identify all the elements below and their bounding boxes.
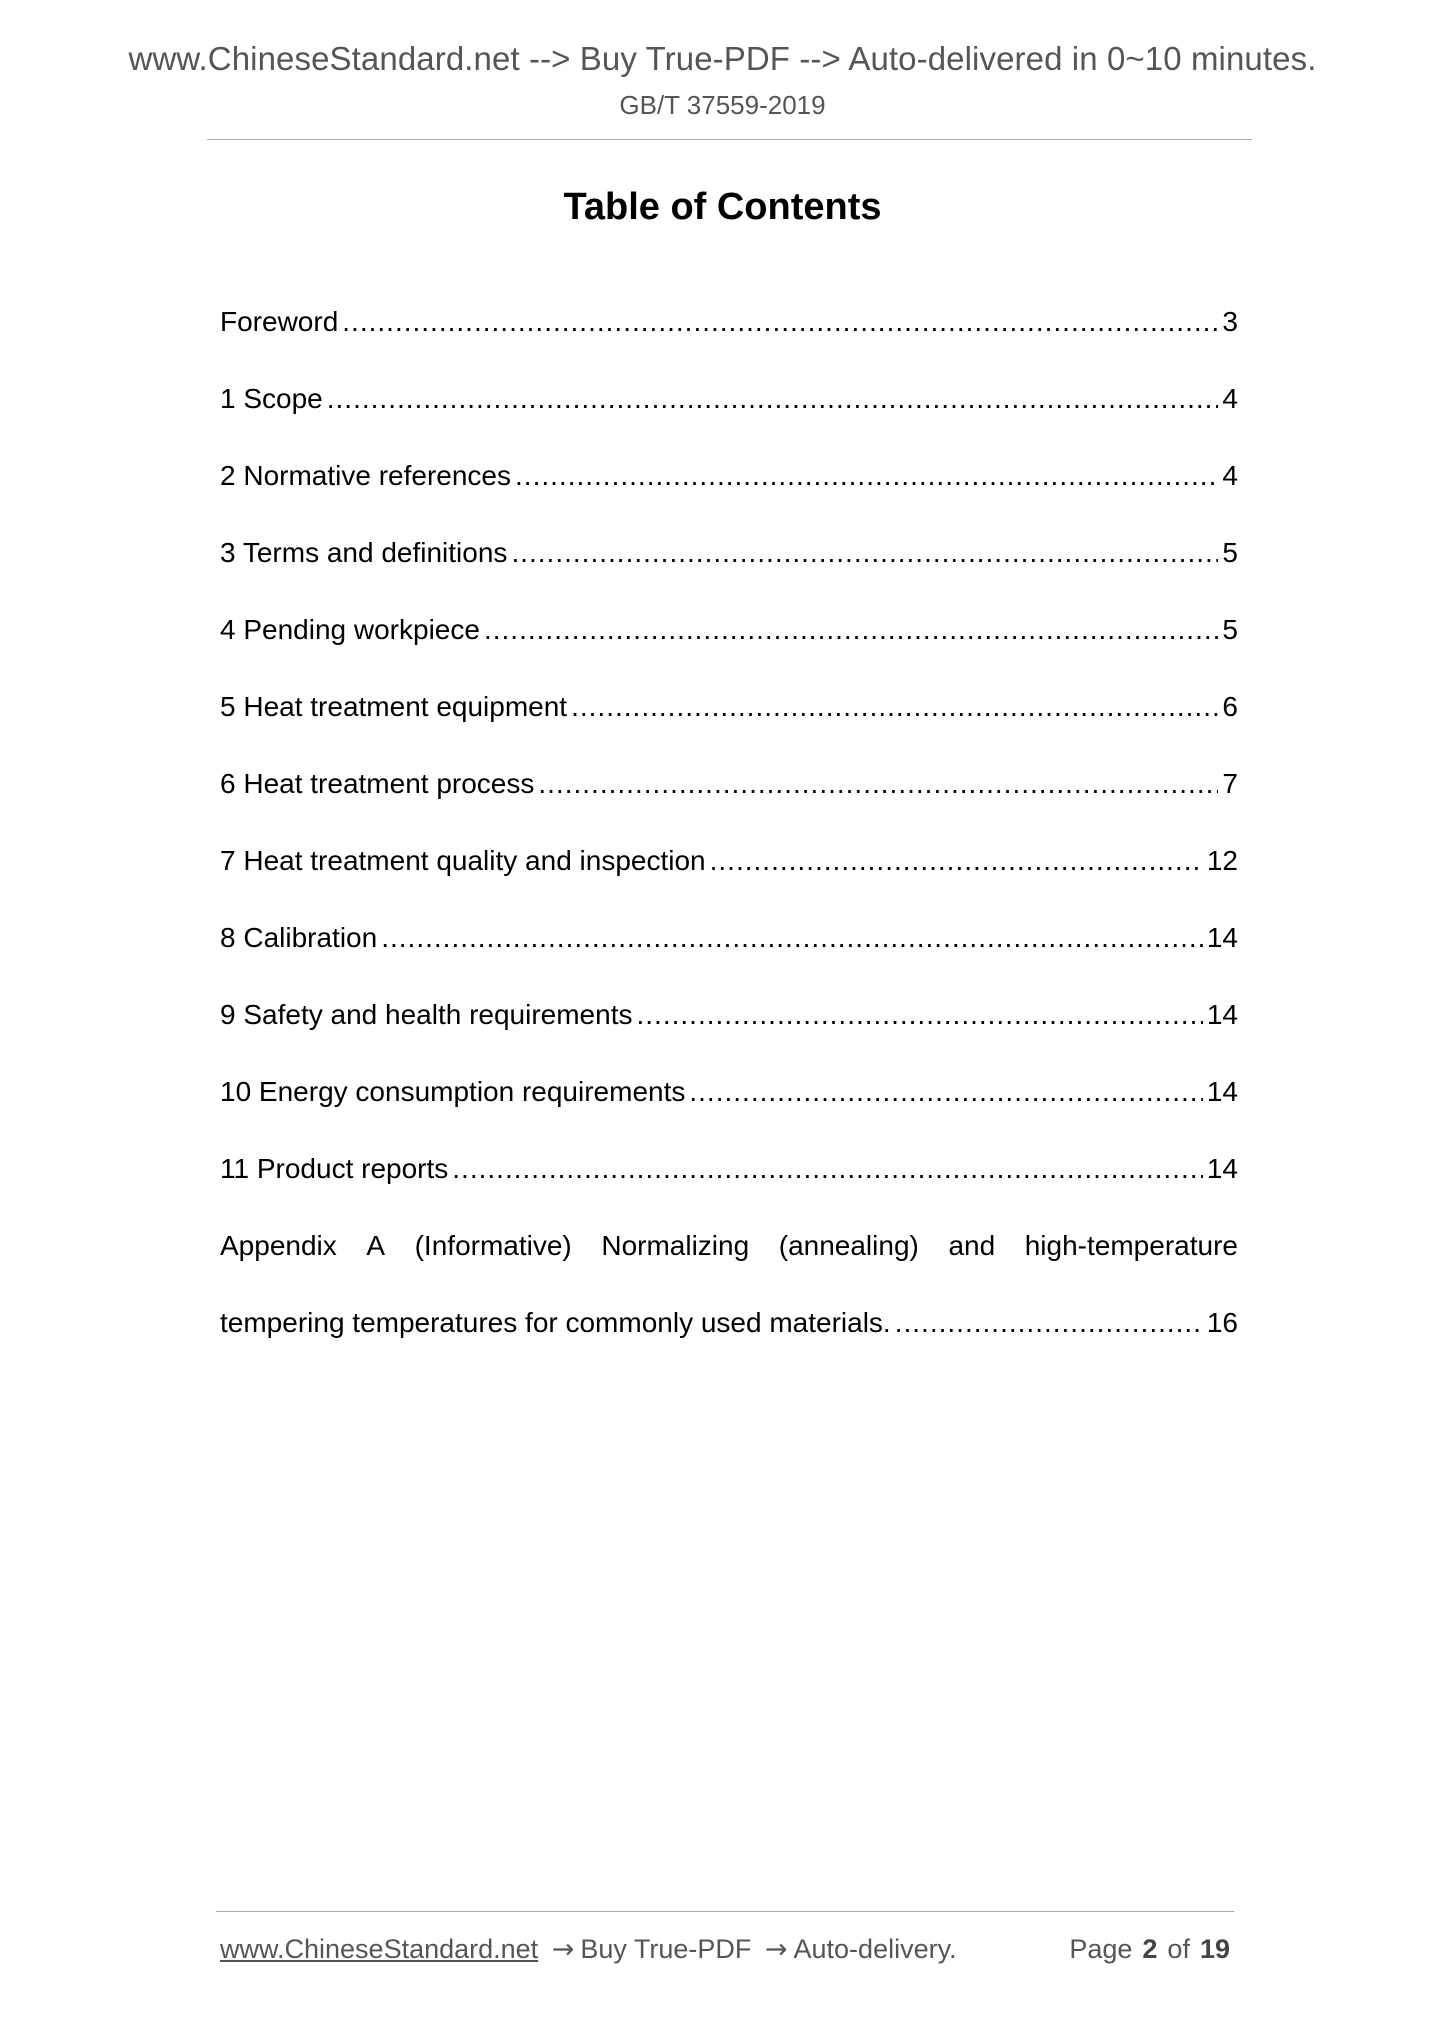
- dot-leader: [571, 688, 1218, 726]
- toc-entry-label: 6 Heat treatment process: [220, 768, 535, 799]
- toc-entry-page: 14: [1206, 922, 1238, 953]
- toc-entry-page: 14: [1206, 1153, 1238, 1184]
- toc-entry-calibration[interactable]: [220, 919, 1238, 996]
- toc-entry-page: 7: [1222, 768, 1238, 799]
- dot-leader: [484, 611, 1218, 649]
- footer-divider: [216, 1911, 1234, 1912]
- toc-entry-terms-definitions[interactable]: [220, 534, 1238, 611]
- dot-leader: [515, 457, 1218, 495]
- toc-entry-page: 3: [1222, 306, 1238, 337]
- toc-appendix-line-1[interactable]: [220, 1227, 1238, 1304]
- toc-entry-foreword[interactable]: [220, 303, 1238, 380]
- appendix-word: and: [948, 1230, 996, 1261]
- toc-entry-quality-inspection[interactable]: [220, 842, 1238, 919]
- toc-entry-label: 7 Heat treatment quality and inspection: [220, 845, 706, 876]
- appendix-word: A: [366, 1230, 386, 1261]
- toc-entry-page: 14: [1206, 999, 1238, 1030]
- dot-leader: [689, 1073, 1202, 1111]
- toc-appendix-line-2[interactable]: [220, 1304, 1238, 1381]
- dot-leader: [538, 765, 1218, 803]
- toc-entry-page: 5: [1222, 537, 1238, 568]
- appendix-word: (Informative): [414, 1230, 572, 1261]
- toc-entry-label: 9 Safety and health requirements: [220, 999, 633, 1030]
- toc-entry-scope[interactable]: [220, 380, 1238, 457]
- toc-entry-label: 5 Heat treatment equipment: [220, 691, 568, 722]
- header-divider: [207, 139, 1252, 140]
- toc-entry-label: 1 Scope: [220, 383, 323, 414]
- page-footer: [220, 1934, 1230, 1965]
- page-word: Page: [1069, 1934, 1133, 1964]
- toc-entry-page: 5: [1222, 614, 1238, 645]
- of-word: of: [1167, 1934, 1190, 1964]
- dot-leader: [710, 842, 1203, 880]
- toc-entry-label: 10 Energy consumption requirements: [220, 1076, 686, 1107]
- appendix-word: Normalizing: [601, 1230, 750, 1261]
- appendix-word: high-temperature: [1024, 1230, 1238, 1261]
- toc-entry-label: tempering temperatures for commonly used materials.: [220, 1307, 891, 1338]
- dot-leader: [511, 534, 1218, 572]
- dot-leader: [636, 996, 1202, 1034]
- footer-left: [220, 1934, 957, 1965]
- top-banner: www.ChineseStandard.net --> Buy True-PDF --> Auto-delivered in 0~10 minutes.: [128, 40, 1317, 77]
- toc-entry-safety-health[interactable]: [220, 996, 1238, 1073]
- toc-entry-page: 6: [1222, 691, 1238, 722]
- toc-entry-label: Foreword: [220, 306, 339, 337]
- toc-entry-heat-treatment-equipment[interactable]: [220, 688, 1238, 765]
- toc-entry-heat-treatment-process[interactable]: [220, 765, 1238, 842]
- current-page-number: 2: [1142, 1934, 1158, 1964]
- toc-entry-normative-references[interactable]: [220, 457, 1238, 534]
- footer-site-link[interactable]: www.ChineseStandard.net: [220, 1934, 539, 1964]
- document-code: GB/T 37559-2019: [619, 90, 826, 120]
- toc-entry-energy-consumption[interactable]: [220, 1073, 1238, 1150]
- toc-entry-label: 11 Product reports: [220, 1153, 449, 1184]
- toc-entry-label: 2 Normative references: [220, 460, 512, 491]
- dot-leader: [895, 1304, 1203, 1342]
- arrow-right-icon: →: [764, 1934, 788, 1965]
- dot-leader: [452, 1150, 1203, 1188]
- toc-entry-label: 4 Pending workpiece: [220, 614, 480, 645]
- toc-entry-label: 3 Terms and definitions: [220, 537, 508, 568]
- appendix-word: (annealing): [778, 1230, 919, 1261]
- toc-entry-label: 8 Calibration: [220, 922, 378, 953]
- footer-delivery-text: Auto-delivery.: [793, 1934, 957, 1964]
- toc-entry-page: 16: [1206, 1307, 1238, 1338]
- footer-buy-text: Buy True-PDF: [580, 1934, 752, 1964]
- toc-entry-page: 12: [1206, 845, 1238, 876]
- toc-list: [220, 303, 1238, 1381]
- arrow-right-icon: →: [551, 1934, 575, 1965]
- toc-entry-page: 4: [1222, 383, 1238, 414]
- total-pages-number: 19: [1199, 1934, 1230, 1964]
- footer-page-indicator: [1069, 1934, 1230, 1965]
- dot-leader: [342, 303, 1218, 341]
- appendix-word: Appendix: [220, 1230, 337, 1261]
- toc-entry-pending-workpiece[interactable]: [220, 611, 1238, 688]
- dot-leader: [381, 919, 1203, 957]
- toc-entry-page: 4: [1222, 460, 1238, 491]
- toc-entry-page: 14: [1206, 1076, 1238, 1107]
- toc-title: Table of Contents: [563, 186, 882, 228]
- toc-entry-product-reports[interactable]: [220, 1150, 1238, 1227]
- dot-leader: [327, 380, 1219, 418]
